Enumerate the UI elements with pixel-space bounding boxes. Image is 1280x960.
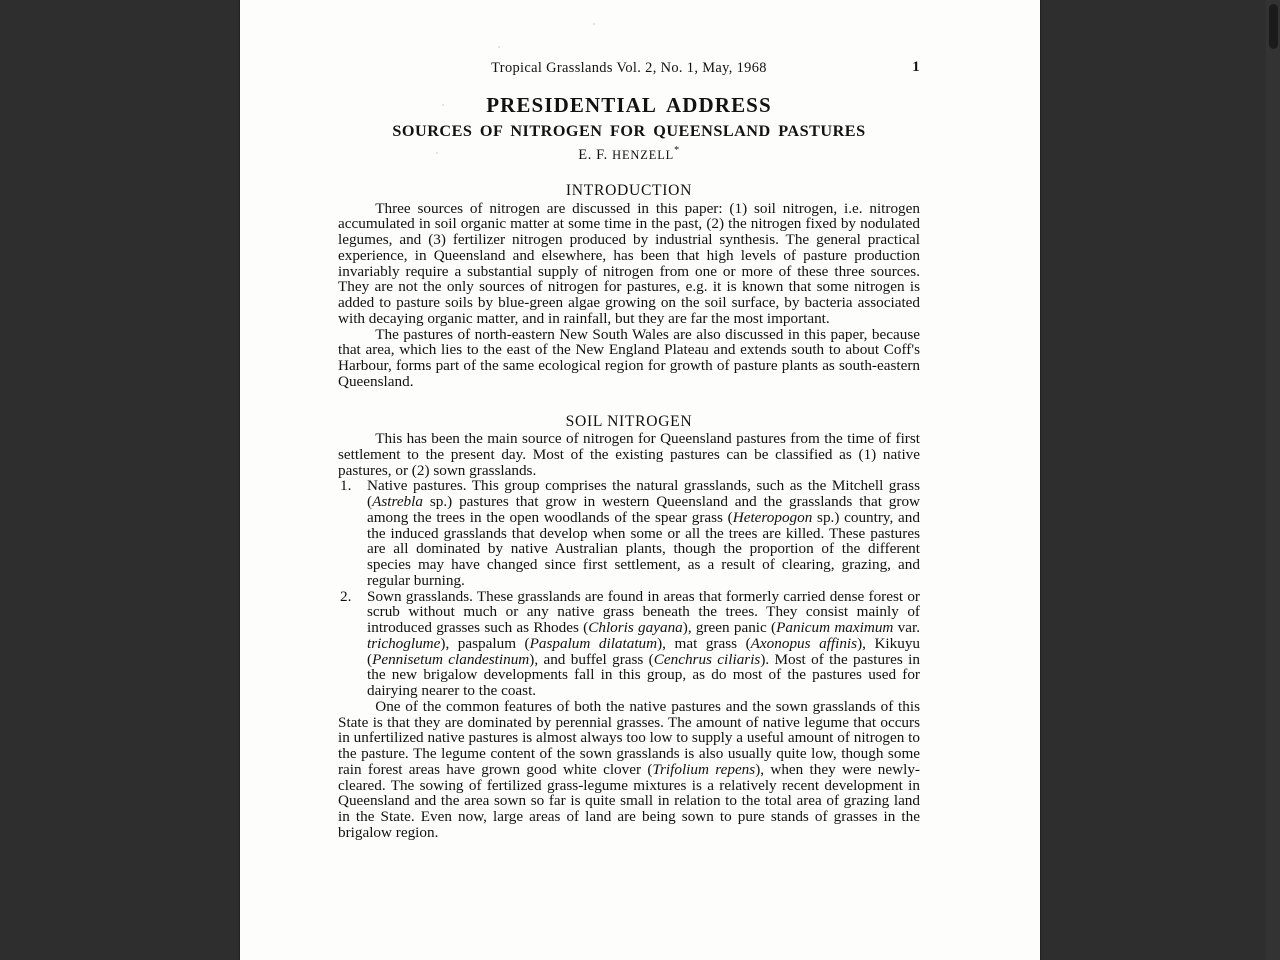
paragraph: Three sources of nitrogen are discussed in this paper: (1) soil nitrogen, i.e. nitrogen accumulated in soil organic matter at some time in the past, (2) the nitrogen fixed by nodulated legumes, and (3) fertilizer nitrogen produced by industrial synthesis. The general practical experience, in Queensland and elsewhere, has been that high levels of pasture production invariably require a substantial supply of nitrogen from one or more of these three sources. They are not the only sources of nitrogen for pastures, e.g. it is known that some nitrogen is added to pasture soils by blue-green algae growing on the soil surface, by bacteria associated with decaying organic matter, and in rainfall, but they are far the most important. [338,199,920,327]
list-item [338,478,920,588]
author-surname: HENZELL [612,147,675,162]
scrollbar-track[interactable] [1266,0,1280,960]
author-initials: E. F. [578,146,613,163]
species-name: Cenchrus ciliaris [653,650,761,668]
species-name: Heteropogon [732,508,813,526]
page-title: PRESIDENTIAL ADDRESS [486,93,772,117]
paragraph: This has been the main source of nitrogen for Queensland pastures from the time of first settlement to the present day. Most of the existing pastures can be classified as (1) native pastures, or (2) sown grasslands. [338,430,920,479]
numbered-list [338,478,920,699]
running-head-title: Tropical Grasslands Vol. 2, No. 1, May, 1968 [491,60,767,76]
text-run: sp.) country, and the induced grasslands that develop when some or all the trees are killed. These pastures are all dominated by native Australian plants, though the proportion of the different species may have changed since first settlement, as a result of clearing, grazing, and regular burning. [367,508,920,589]
text-run: sp.) pastures that grow in western Queensland and the grasslands that grow among the trees in the open woodlands of the spear grass ( [367,493,920,526]
species-name: Panicum maximum [776,619,894,636]
page-number: 1 [912,59,920,75]
text-run: One of the common features of both the native pastures and the sown grasslands of this State is that they are dominated by perennial grasses. The amount of native legume that occurs in unfertilized native pastures is almost always too low to supply a useful amount of nitrogen to the pasture. The legume content of the sown grasslands is also usually quite low, though some rain forest areas have grown good white clover ( [338,697,920,778]
species-name: Pennisetum clandestinum [372,650,530,668]
text-run: Sown grasslands. These grasslands are found in areas that formerly carried dense forest or scrub without much or any native grass beneath the trees. They consist mainly of introduced grasses such as Rhodes ( [367,587,920,636]
running-head [338,60,920,80]
text-run: ), mat grass ( [657,634,751,652]
list-item [338,589,920,699]
species-name: Axonopus affinis [750,634,858,652]
list-marker: 1. [340,477,352,495]
species-name: trichoglume [367,634,441,652]
species-name: Astrebla [372,493,423,510]
list-marker: 2. [340,587,352,605]
scrollbar-thumb[interactable] [1269,4,1278,49]
section-heading: INTRODUCTION [565,182,693,199]
species-name: Trifolium repens [652,760,756,778]
text-run: ), paspalum ( [440,634,530,652]
text-run: ), Kikuyu ( [367,634,921,668]
species-name: Chloris gayana [588,619,683,636]
species-name: Paspalum dilatatum [529,634,658,652]
text-run: ), and buffel grass ( [529,650,654,668]
text-run: Native pastures. This group comprises the natural grasslands, such as the Mitchell grass ( [367,477,920,510]
body-text [338,181,920,841]
text-run: ), when they were newly-cleared. The sowing of fertilized grass-legume mixtures is a relatively recent development in Queensland and the area sown so far is quite small in relation to the total area of grazing land in the State. Even now, large areas of land are being sown to pure stands of grasses in the brigalow region. [338,760,920,841]
page-subtitle: SOURCES OF NITROGEN FOR QUEENSLAND PASTURES [392,122,866,140]
text-run: ). Most of the pastures in the new brigalow developments fall in this group, as do most of the pastures used for dairying nearer to the coast. [367,650,920,699]
section-heading: SOIL NITROGEN [565,412,693,430]
page-content [338,0,920,960]
paragraph [338,699,920,841]
text-run: ), green panic ( [682,619,777,636]
text-run: var. [893,619,920,636]
paragraph: The pastures of north-eastern New South Wales are also discussed in this paper, because that area, which lies to the east of the New England Plateau and extends south to about Coff's Harbour, forms part of the same ecological region for growth of pasture plants as south-eastern Queensland. [338,325,920,390]
author-byline [338,145,920,164]
author-footnote-marker: * [674,145,680,156]
scanned-page [240,0,1040,960]
